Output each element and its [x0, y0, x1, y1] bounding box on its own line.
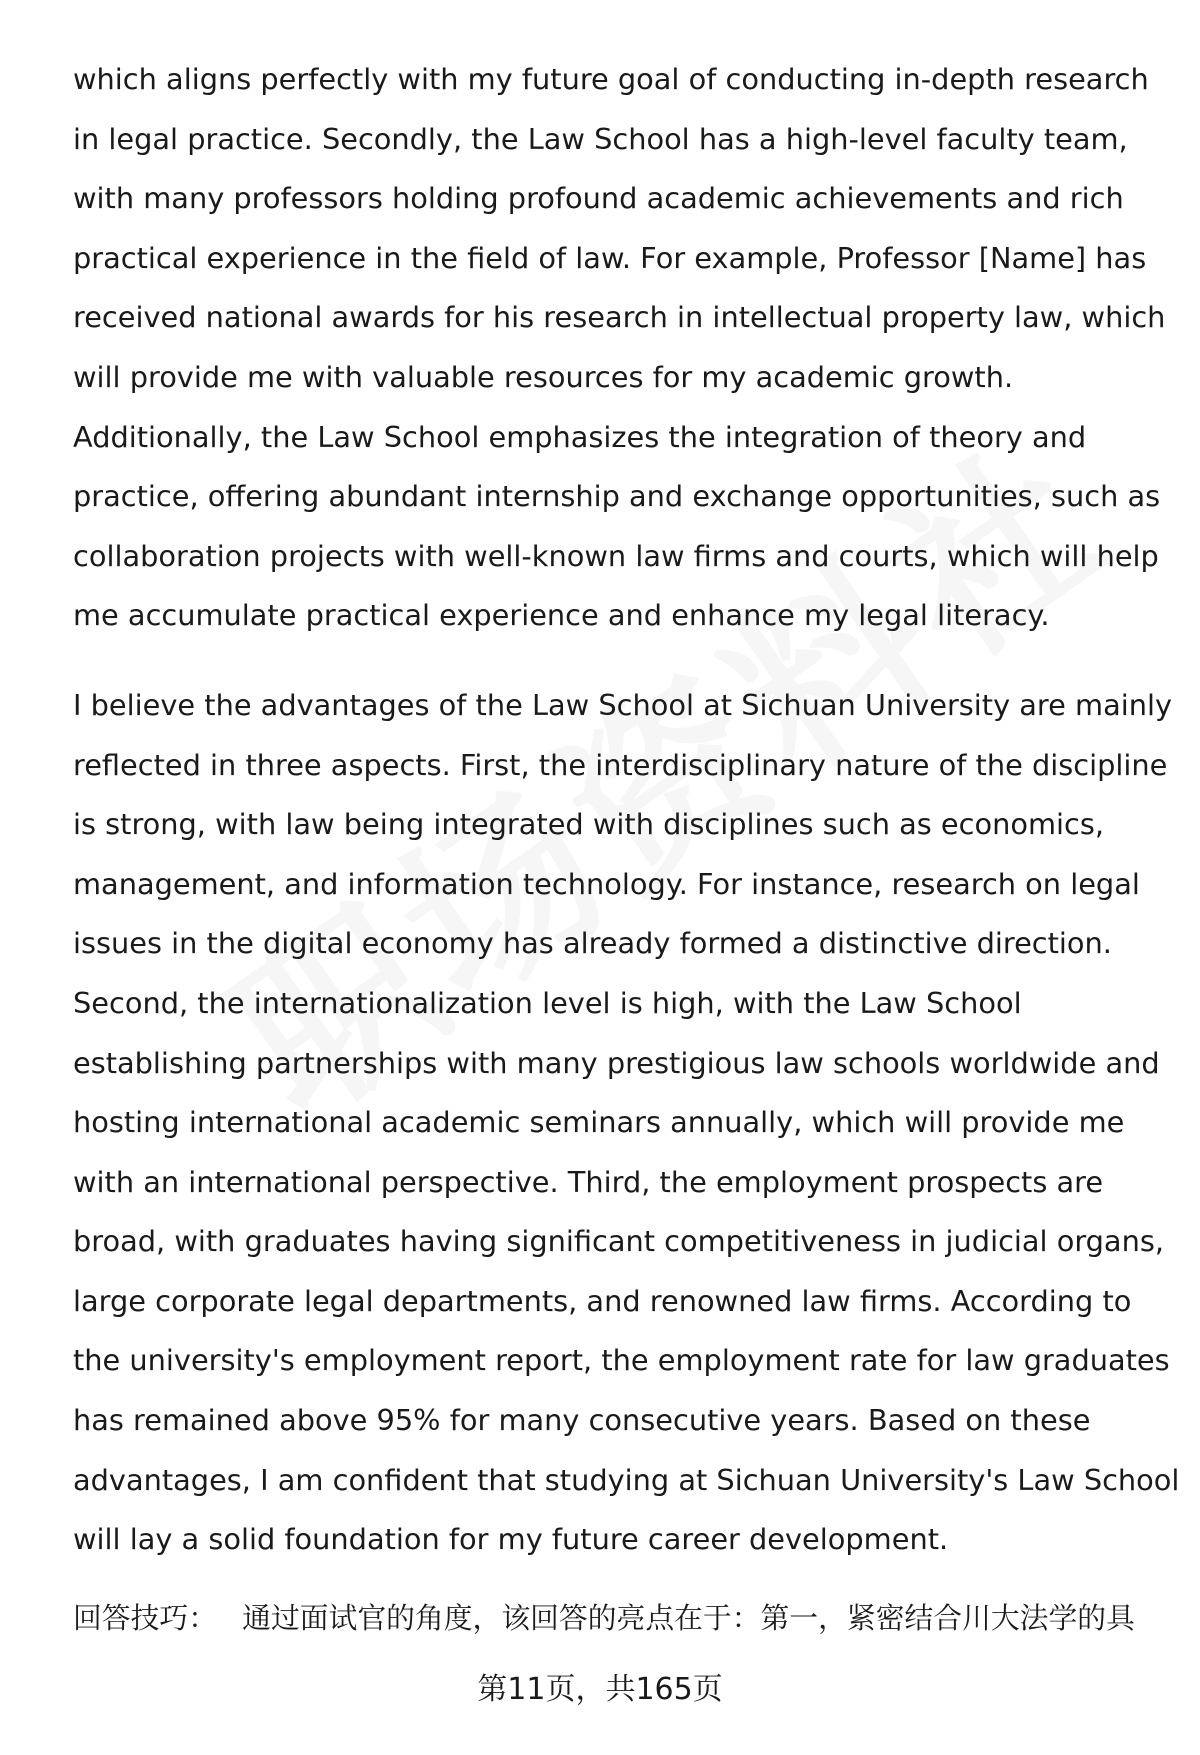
answer-tip	[73, 1598, 1135, 1638]
text-line: with an international perspective. Third, the employment prospects are	[73, 1164, 1104, 1199]
paragraph-2	[73, 676, 1180, 1570]
text-line: large corporate legal departments, and renowned law firms. According to	[73, 1283, 1132, 1318]
text-line: practice, offering abundant internship and exchange opportunities, such as	[73, 479, 1161, 514]
text-line: Additionally, the Law School emphasizes the integration of theory and	[73, 419, 1087, 454]
body-text	[73, 50, 1180, 1570]
paragraph-spacer	[73, 646, 1143, 676]
text-line: broad, with graduates having significant competitiveness in judicial organs,	[73, 1224, 1164, 1259]
text-line: Second, the internationalization level is high, with the Law School	[73, 985, 1022, 1020]
text-line: will lay a solid foundation for my future career development.	[73, 1522, 949, 1557]
text-line: management, and information technology. For instance, research on legal	[73, 866, 1140, 901]
text-line: me accumulate practical experience and enhance my legal literacy.	[73, 598, 1050, 633]
text-line: collaboration projects with well-known law firms and courts, which will help	[73, 538, 1159, 573]
page-number: 第11页，共165页	[477, 1672, 723, 1707]
paragraph-1	[73, 50, 1166, 646]
text-line: advantages, I am confident that studying at Sichuan University's Law School	[73, 1462, 1180, 1497]
tip-label: 回答技巧：	[73, 1601, 217, 1635]
text-line: practical experience in the field of law. For example, Professor [Name] has	[73, 240, 1147, 275]
text-line: the university's employment report, the employment rate for law graduates	[73, 1343, 1170, 1378]
text-line: has remained above 95% for many consecutive years. Based on these	[73, 1403, 1091, 1438]
text-line: hosting international academic seminars annually, which will provide me	[73, 1105, 1125, 1140]
text-line: in legal practice. Secondly, the Law School has a high-level faculty team,	[73, 121, 1128, 156]
text-line: is strong, with law being integrated with disciplines such as economics,	[73, 807, 1105, 842]
text-line: reflected in three aspects. First, the interdisciplinary nature of the discipline	[73, 747, 1168, 782]
text-line: received national awards for his research in intellectual property law, which	[73, 300, 1166, 335]
text-line: which aligns perfectly with my future goal of conducting in-depth research	[73, 62, 1149, 96]
text-line: I believe the advantages of the Law School at Sichuan University are mainly	[73, 687, 1173, 722]
text-line: will provide me with valuable resources for my academic growth.	[73, 359, 1014, 394]
tip-text: 通过面试官的角度，该回答的亮点在于：第一，紧密结合川大法学的具	[242, 1601, 1135, 1635]
text-line: issues in the digital economy has already formed a distinctive direction.	[73, 926, 1112, 961]
text-line: with many professors holding profound academic achievements and rich	[73, 181, 1124, 216]
text-line: establishing partnerships with many prestigious law schools worldwide and	[73, 1045, 1160, 1080]
